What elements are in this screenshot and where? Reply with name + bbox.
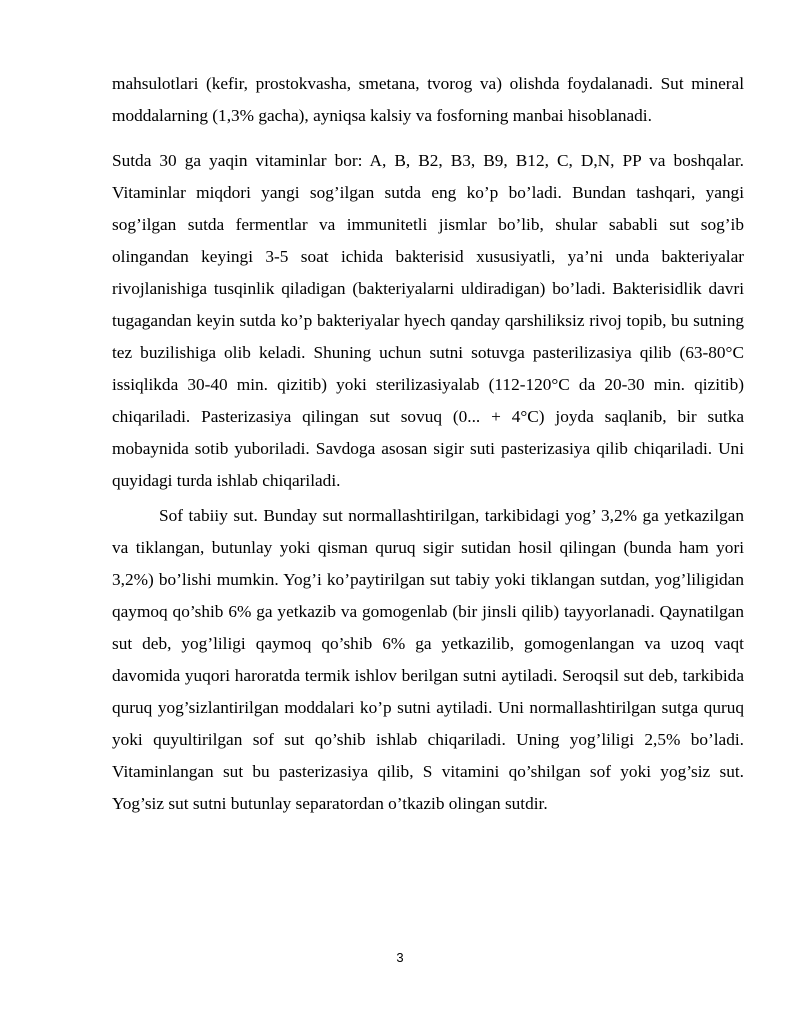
page-number: 3 <box>396 950 404 965</box>
paragraph-continuation: mahsulotlari (kefir, prostokvasha, smetana, tvorog va) olishda foydalanadi. Sut mineral moddalarning (1,3% gacha), ayniqsa kalsiy va fosforning manbai hisoblanadi. <box>112 74 744 125</box>
paragraph-milk-types: Sof tabiiy sut. Bunday sut normallashtirilgan, tarkibidagi yog’ 3,2% ga yetkazilgan va tiklangan, butunlay yoki qisman quruq sigir sutidan hosil qilingan (bunda ham yori 3,2%) bo’lishi mumkin. Yog’i ko’paytirilgan sut tabiy yoki tiklangan sutdan, yog’liligidan qaymoq qo’shib 6% ga yetkazib va gomogenlab (bir jinsli qilib) tayyorlanadi. Qaynatilgan sut deb, yog’liligi qaymoq qo’shib 6% ga yetkazilib, gomogenlangan va uzoq vaqt davomida yuqori haroratda termik ishlov berilgan sutni aytiladi. Seroqsil sut deb, tarkibida quruq yog’sizlantirilgan moddalari ko’p sutni aytiladi. Uni normallashtirilgan sutga quruq yoki quyultirilgan sof sut qo’shib ishlab chiqariladi. Uning yog’liligi 2,5% bo’ladi. Vitaminlangan sut bu pasterizasiya qilib, S vitamini qo’shilgan sof yoki yog’siz sut. Yog’siz sut sutni butunlay separatordan o’tkazib olingan sutdir. <box>112 506 744 813</box>
paragraph-vitamins: Sutda 30 ga yaqin vitaminlar bor: A, B, B2, B3, B9, B12, C, D,N, PP va boshqalar. Vitaminlar miqdori yangi sog’ilgan sutda eng ko’p bo’ladi. Bundan tashqari, yangi sog’ilgan sutda fermentlar va immunitetli jismlar bo’lib, shular sababli sut sog’ib olingandan keyingi 3-5 soat ichida bakterisid xususiyatli, ya’ni unda bakteriyalar rivojlanishiga tusqinlik qiladigan (bakteriyalarni uldiradigan) bo’ladi. Bakterisidlik davri tugagandan keyin sutda ko’p bakteriyalar hyech qanday qarshiliksiz rivoj topib, bu sutning tez buzilishiga olib keladi. Shuning uchun sutni sotuvga pasterilizasiya qilib (63-80°C issiqlikda 30-40 min. qizitib) yoki sterilizasiyalab (112-120°C da 20-30 min. qizitib) chiqariladi. Pasterizasiya qilingan sut sovuq (0... + 4°C) joyda saqlanib, bir sutka mobaynida sotib yuboriladi. Savdoga asosan sigir suti pasterizasiya qilib chiqariladi. Uni quyidagi turda ishlab chiqariladi. <box>112 151 744 490</box>
